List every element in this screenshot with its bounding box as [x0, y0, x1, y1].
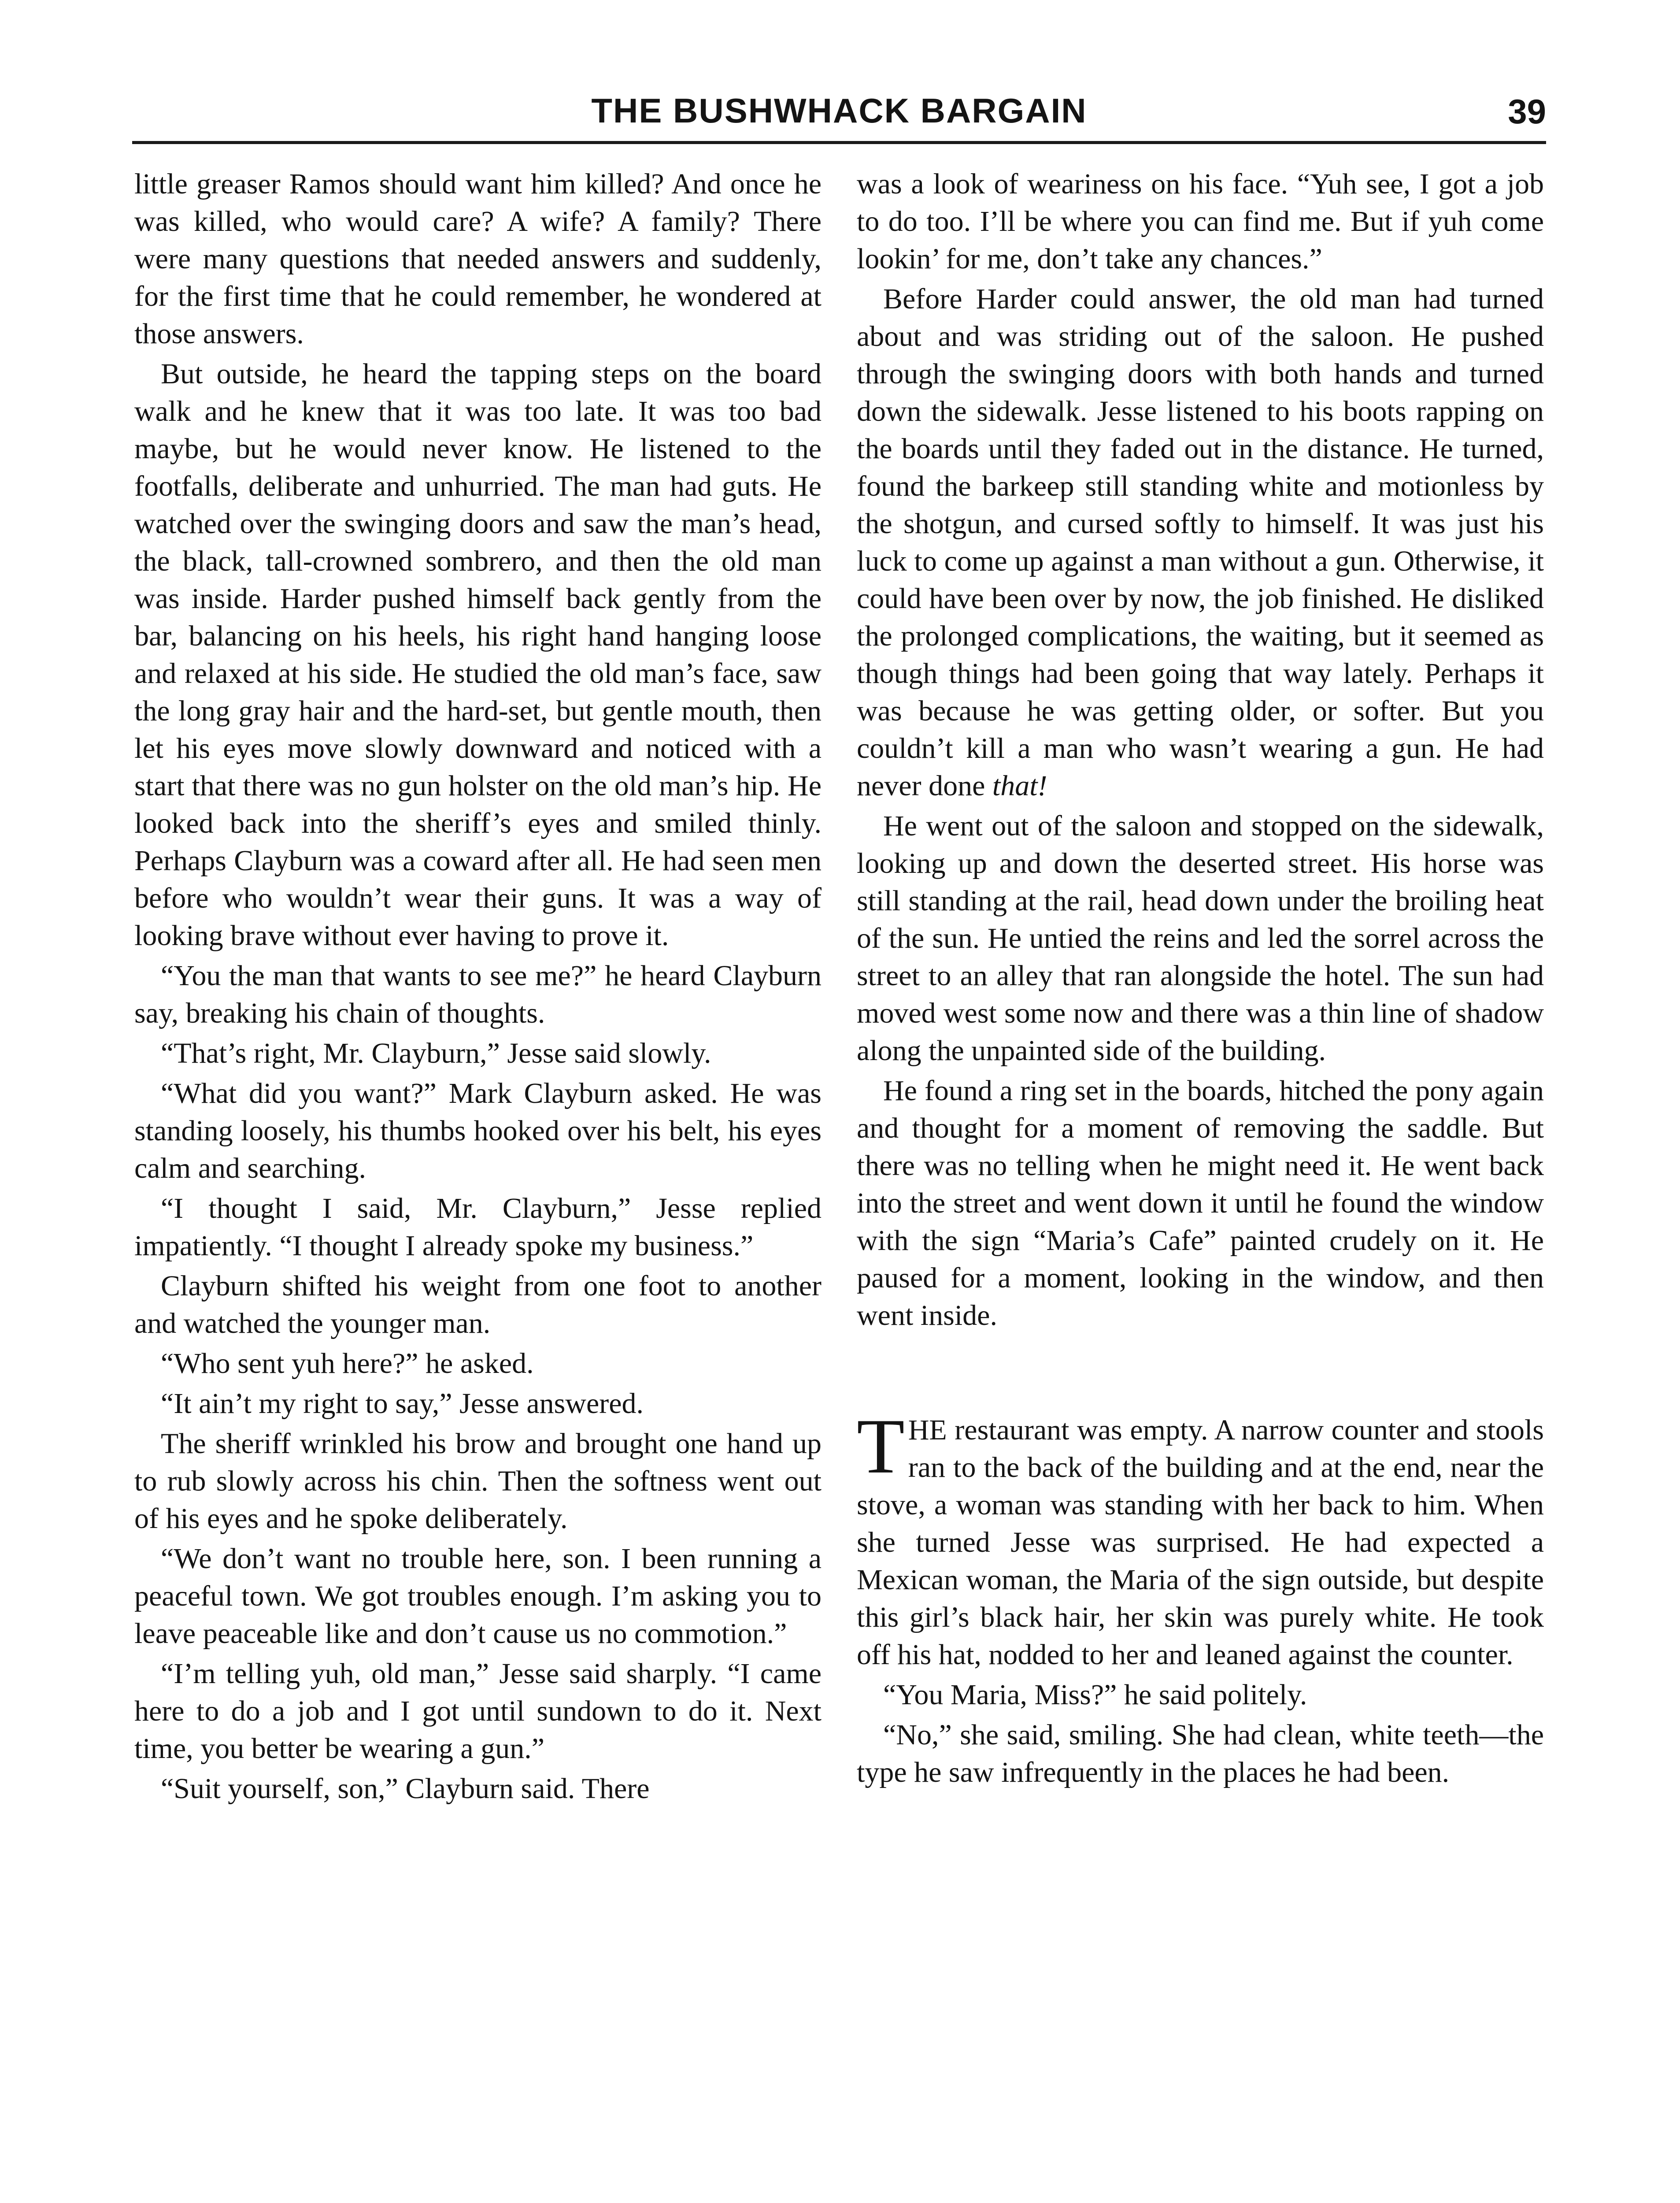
paragraph: “Who sent yuh here?” he asked.	[161, 1347, 534, 1380]
paragraph: was a look of weariness on his face. “Yuh see, I got a job to do too. I’ll be where you can find me. But if yuh come lookin’ for me, don’t take any chances.”	[857, 168, 1544, 275]
paragraph: He went out of the saloon and stopped on the sidewalk, looking up and down the deserted street. His horse was still standing at the rail, head down under the broiling heat of the sun. He untied the reins and led the sorrel across the street to an alley that ran alongside the hotel. The sun had moved west some now and there was a thin line of shadow along the unpainted side of the building.	[857, 810, 1544, 1067]
paragraph: little greaser Ramos should want him killed? And once he was killed, who would care? A wife? A family? There were many questions that needed answers and suddenly, for the first time that he could remember, he wondered at those answers.	[134, 168, 821, 350]
paragraph: Clayburn shifted his weight from one foot to another and watched the younger man.	[134, 1270, 821, 1339]
running-title: THE BUSHWHACK BARGAIN	[591, 91, 1087, 130]
paragraph: “Suit yourself, son,” Clayburn said. There	[161, 1773, 650, 1805]
paragraph-text: HE restaurant was empty. A narrow counter and stools ran to the back of the building and at the end, near the stove, a woman was standing with her back to him. When she turned Jesse was surprised. He had expected a Mexican woman, the Maria of the sign outside, but despite this girl’s black hair, her skin was purely white. He took off his hat, nodded to her and leaned against the counter.	[857, 1414, 1544, 1671]
emphasis: that!	[992, 770, 1047, 802]
left-column	[134, 165, 821, 1810]
paragraph: He found a ring set in the boards, hitched the pony again and thought for a moment of removing the saddle. But there was no telling when he might need it. He went back into the street and went down it until he found the window with the sign “Maria’s Cafe” painted crudely on it. He paused for a moment, looking in the window, and then went inside.	[857, 1075, 1544, 1331]
paragraph: “It ain’t my right to say,” Jesse answered.	[161, 1387, 644, 1420]
paragraph: “I’m telling yuh, old man,” Jesse said sharply. “I came here to do a job and I got until sundown to do it. Next time, you better be wearing a gun.”	[134, 1658, 821, 1765]
paragraph: “What did you want?” Mark Clayburn asked. He was standing loosely, his thumbs hooked over his belt, his eyes calm and searching.	[134, 1077, 821, 1184]
paragraph: But outside, he heard the tapping steps on the board walk and he knew that it was too late. It was too bad maybe, but he would never know. He listened to the footfalls, deliberate and unhurried. The man had guts. He watched over the swinging doors and saw the man’s head, the black, tall-crowned sombrero, and then the old man was inside. Harder pushed himself back gently from the bar, balancing on his heels, his right hand hanging loose and relaxed at his side. He studied the old man’s face, saw the long gray hair and the hard-set, but gentle mouth, then let his eyes move slowly downward and noticed with a start that there was no gun holster on the old man’s hip. He looked back into the sheriff’s eyes and smiled thinly. Perhaps Clayburn was a coward after all. He had seen men before who wouldn’t wear their guns. It was a way of looking brave without ever having to prove it.	[134, 358, 821, 952]
section-opening-paragraph	[857, 1402, 1544, 1673]
paragraph: “That’s right, Mr. Clayburn,” Jesse said slowly.	[161, 1037, 711, 1069]
paragraph-text: Before Harder could answer, the old man had turned about and was striding out of the saloon. He pushed through the swinging doors with both hands and turned down the sidewalk. Jesse listened to his boots rapping on the boards until they faded out in the distance. He turned, found the barkeep still standing white and motionless by the shotgun, and cursed softly to himself. It was just his luck to come up against a man without a gun. Otherwise, it could have been over by now, the job finished. He disliked the prolonged complications, the waiting, but it seemed as though things had been going that way lately. Perhaps it was because he was getting older, or softer. But you couldn’t kill a man who wasn’t wearing a gun. He had never done	[857, 283, 1544, 802]
drop-cap: T	[857, 1402, 905, 1490]
paragraph: The sheriff wrinkled his brow and brought one hand up to rub slowly across his chin. Then the softness went out of his eyes and he spoke deliberately.	[134, 1428, 821, 1535]
page-number: 39	[1508, 92, 1546, 131]
paragraph: “No,” she said, smiling. She had clean, white teeth—the type he saw infrequently in the places he had been.	[857, 1719, 1544, 1788]
right-column	[857, 165, 1544, 1794]
paragraph: “You Maria, Miss?” he said politely.	[883, 1679, 1307, 1711]
paragraph: “I thought I said, Mr. Clayburn,” Jesse replied impatiently. “I thought I already spoke my business.”	[134, 1192, 821, 1262]
running-header	[132, 88, 1546, 144]
paragraph: “You the man that wants to see me?” he heard Clayburn say, breaking his chain of thoughts.	[134, 960, 821, 1029]
paragraph: “We don’t want no trouble here, son. I been running a peaceful town. We got troubles enough. I’m asking you to leave peaceable like and don’t cause us no commotion.”	[134, 1543, 821, 1650]
paragraph	[857, 280, 1544, 805]
